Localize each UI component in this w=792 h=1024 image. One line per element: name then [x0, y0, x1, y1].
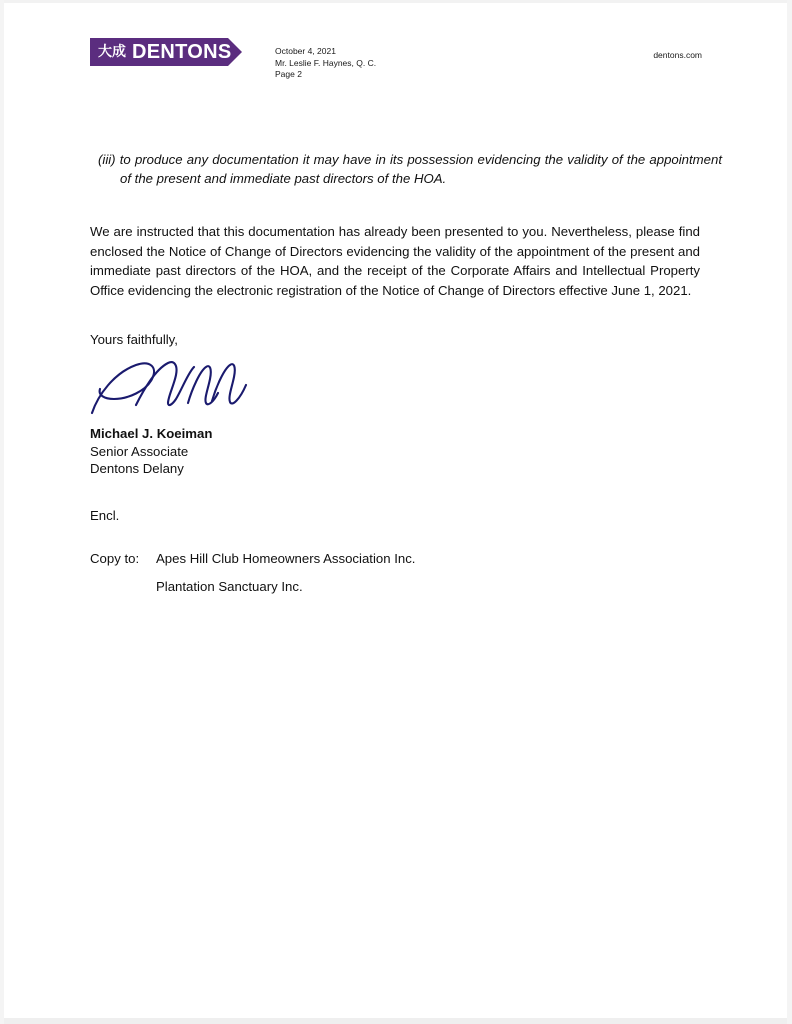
- enclosure-note: Encl.: [90, 507, 120, 523]
- scan-edge-bottom: [0, 1018, 792, 1024]
- website-url: dentons.com: [653, 50, 702, 60]
- copy-recipient-2: Plantation Sanctuary Inc.: [156, 578, 303, 594]
- quoted-clause-text: to produce any documentation it may have in its possession evidencing the validity of the appointment of the present and immediate past directors of the HOA.: [119, 152, 722, 186]
- quoted-clause-marker: (iii): [98, 152, 116, 167]
- handwritten-signature: [90, 355, 702, 425]
- signer-firm: Dentons Delany: [90, 461, 184, 476]
- letter-page-number: Page 2: [275, 69, 302, 79]
- logo-wordmark: DENTONS: [132, 41, 232, 63]
- letter-meta-block: [275, 46, 376, 81]
- letter-date: October 4, 2021: [275, 46, 336, 56]
- logo-chinese-characters: 大成: [98, 44, 126, 60]
- scan-edge-right: [787, 0, 792, 1024]
- copy-to-row-1: [90, 549, 702, 568]
- letter-body: [90, 150, 722, 596]
- copy-to-label: Copy to:: [90, 550, 140, 566]
- signer-name: Michael J. Koeiman: [90, 426, 213, 441]
- copy-to-row-2: [90, 577, 702, 596]
- signer-title: Senior Associate: [90, 443, 189, 459]
- signature-icon: [84, 355, 264, 425]
- copy-recipient-1: Apes Hill Club Homeowners Association Inc.: [156, 550, 416, 566]
- letterhead: [90, 38, 702, 88]
- dentons-logo: [90, 38, 242, 66]
- main-paragraph: We are instructed that this documentation has already been presented to you. Nevertheless, please find enclosed the Notice of Change of Directors evidencing the validity of the appointment of the present and immediate past directors of the HOA, and the receipt of the Corporate Affairs and Intellectual Property Office evidencing the electronic registration of the Notice of Change of Directors effective June 1, 2021.: [90, 224, 700, 298]
- scan-edge-top: [0, 0, 792, 3]
- scan-edge-left: [0, 0, 4, 1024]
- copy-to-block: [90, 549, 702, 596]
- quoted-clause: [98, 150, 722, 188]
- letter-recipient: Mr. Leslie F. Haynes, Q. C.: [275, 57, 377, 68]
- closing-salutation: Yours faithfully,: [90, 332, 178, 347]
